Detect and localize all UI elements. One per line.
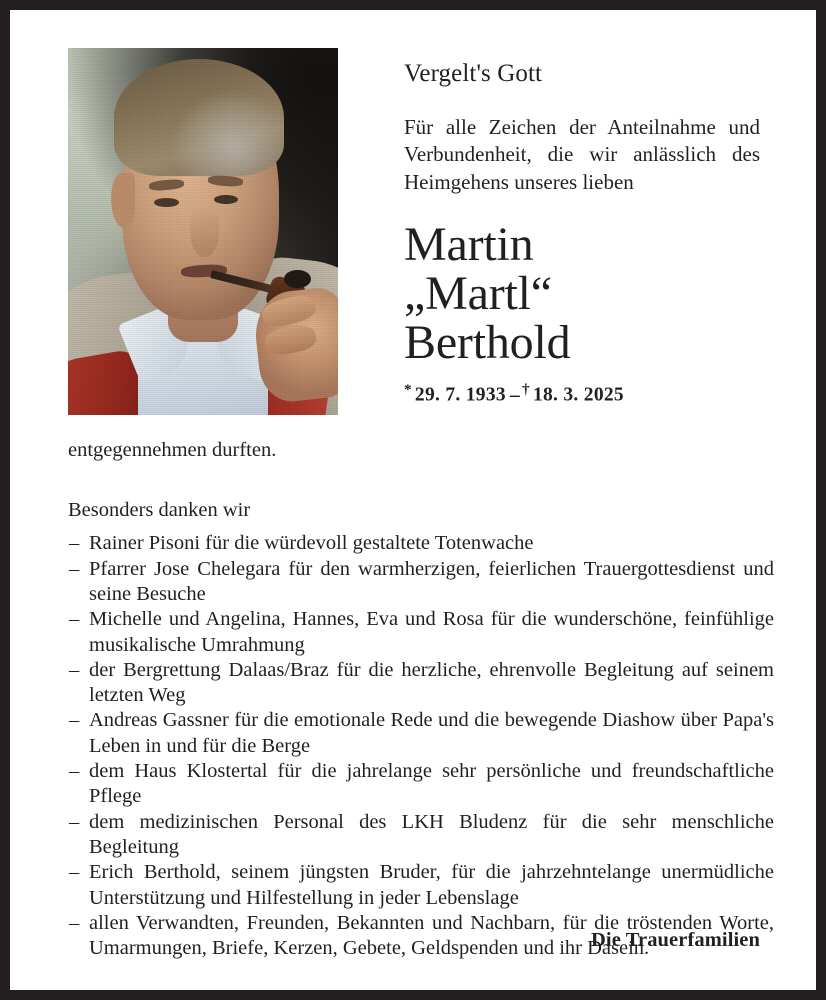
intro-line-3: Heimgehens unseres lieben — [404, 170, 634, 195]
date-separator: – — [509, 384, 521, 406]
headline-column — [404, 48, 760, 407]
portrait-ear — [111, 173, 135, 228]
intro-line-1: Für alle Zeichen der Anteilnahme und — [404, 114, 760, 139]
intro-line-2: Verbundenheit, die wir anlässlich des — [404, 142, 760, 167]
list-item: – der Bergrettung Dalaas/Braz für die herzliche, ehrenvolle Begleitung auf seinem letzten Weg — [68, 658, 774, 709]
deceased-nickname: „Martl“ — [404, 267, 552, 321]
top-block — [68, 48, 760, 426]
birth-symbol-asterisk: * — [404, 381, 412, 399]
list-item: – dem Haus Klostertal für die jahrelange sehr persönliche und freundschaftliche Pflege — [68, 759, 774, 810]
salutation-text: Vergelt's Gott — [404, 60, 543, 87]
portrait-nose — [190, 206, 220, 257]
thanks-heading: Besonders danken wir — [68, 498, 251, 521]
list-item: – Andreas Gassner für die emotionale Rede und die bewegende Diashow über Papa's Leben in und für die Berge — [68, 708, 774, 759]
list-item: – dem medizinischen Personal des LKH Bludenz für die sehr menschliche Begleitung — [68, 810, 774, 861]
deceased-name — [404, 218, 760, 370]
list-item: – Pfarrer Jose Chelegara für den warmherzigen, feierlichen Trauergottesdienst und seine Besuche — [68, 557, 774, 608]
death-symbol-cross: † — [522, 381, 530, 399]
birth-date: 29. 7. 1933 — [414, 384, 506, 406]
intro-continuation: entgegennehmen durften. — [68, 439, 277, 461]
notice-inner-page — [10, 10, 816, 990]
signature-line: Die Trauerfamilien — [591, 929, 760, 951]
thanks-list — [68, 531, 774, 961]
deceased-first-name: Martin — [404, 218, 534, 272]
deceased-last-name: Berthold — [404, 316, 571, 370]
portrait-hair — [114, 59, 284, 176]
list-item: – Michelle und Angelina, Hannes, Eva und Rosa für die wunderschöne, feinfühlige musikalische Umrahmung — [68, 607, 774, 658]
intro-paragraph — [404, 114, 760, 198]
life-dates — [404, 381, 760, 406]
list-item: – Rainer Pisoni für die würdevoll gestaltete Totenwache — [68, 531, 774, 556]
death-date: 18. 3. 2025 — [532, 384, 624, 406]
body-text — [68, 438, 774, 962]
list-item: – allen Verwandten, Freunden, Bekannten und Nachbarn, für die tröstenden Worte, Umarmungen, Briefe, Kerzen, Gebete, Geldspenden und ihr Dasein. — [68, 911, 774, 962]
list-item: – Erich Berthold, seinem jüngsten Bruder, für die jahrzehntelange unermüdliche Unterstützung und Hilfestellung in jeder Lebenslage — [68, 860, 774, 911]
portrait-photo — [68, 48, 338, 415]
